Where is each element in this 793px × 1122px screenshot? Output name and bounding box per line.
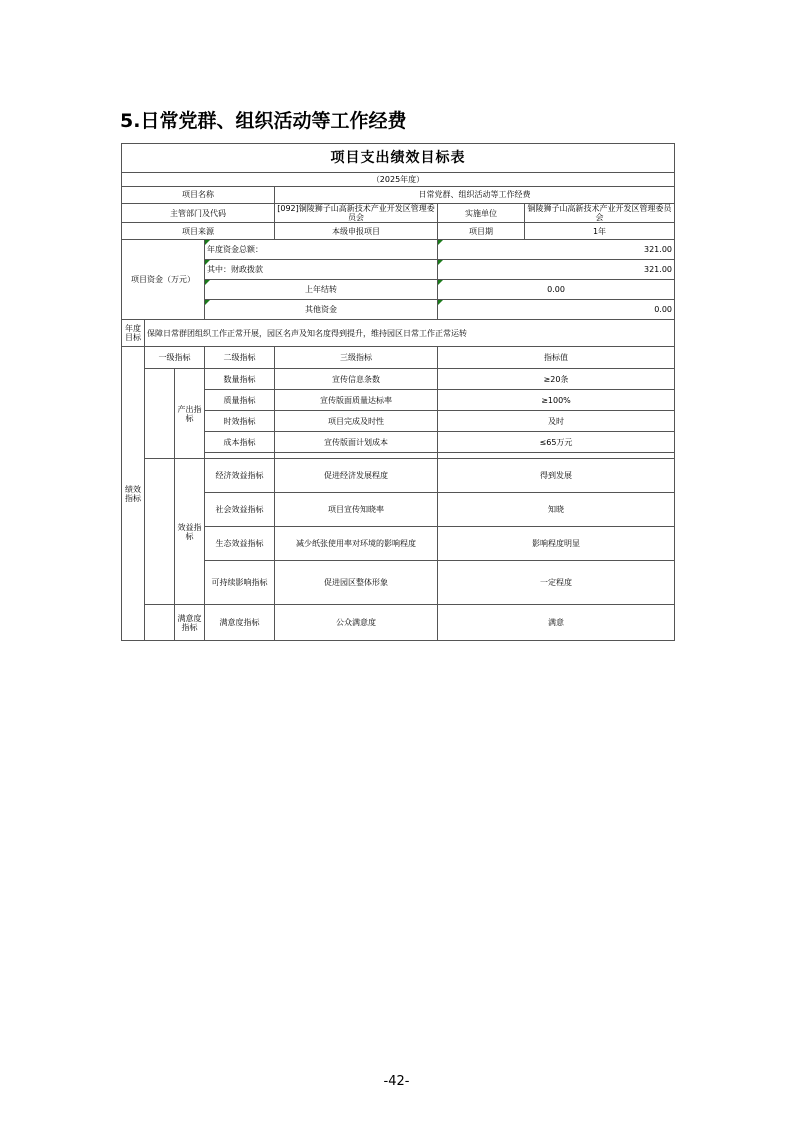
impl-value: 铜陵狮子山高新技术产业开发区管理委员会 <box>525 204 675 223</box>
satisfaction-empty-cell <box>145 605 175 641</box>
header-lvl1: 一级指标 <box>145 347 205 369</box>
output-empty-cell <box>145 369 175 459</box>
table-cell: ≤65万元 <box>438 432 675 453</box>
table-cell: 可持续影响指标 <box>205 561 275 605</box>
perf-indicator-label: 绩效指标 <box>122 347 145 641</box>
header-lvl3: 三级指标 <box>275 347 438 369</box>
fund-label: 项目资金（万元） <box>122 240 205 320</box>
fund-total-value: 321.00 <box>438 240 675 260</box>
table-cell: 社会效益指标 <box>205 493 275 527</box>
table-cell: 一定程度 <box>438 561 675 605</box>
table-cell: 数量指标 <box>205 369 275 390</box>
section-heading: 5.日常党群、组织活动等工作经费 <box>120 110 407 132</box>
table-cell: 得到发展 <box>438 459 675 493</box>
header-value: 指标值 <box>438 347 675 369</box>
table-cell: ≥20条 <box>438 369 675 390</box>
satisfaction-indicator-label: 满意度指标 <box>175 605 205 641</box>
page-number: -42- <box>383 1074 410 1089</box>
table-cell: 影响程度明显 <box>438 527 675 561</box>
fund-other-value: 0.00 <box>438 300 675 320</box>
table-cell: 时效指标 <box>205 411 275 432</box>
source-label: 项目来源 <box>122 223 275 240</box>
project-name-label: 项目名称 <box>122 187 275 204</box>
header-lvl2: 二级指标 <box>205 347 275 369</box>
table-cell: 生态效益指标 <box>205 527 275 561</box>
table-cell: 知晓 <box>438 493 675 527</box>
period-value: 1年 <box>525 223 675 240</box>
benefit-empty-cell <box>145 459 175 605</box>
fund-carryover-value: 0.00 <box>438 280 675 300</box>
benefit-indicator-label: 效益指标 <box>175 459 205 605</box>
impl-label: 实施单位 <box>438 204 525 223</box>
source-value: 本级申报项目 <box>275 223 438 240</box>
project-name-value: 日常党群、组织活动等工作经费 <box>275 187 675 204</box>
table-cell: 质量指标 <box>205 390 275 411</box>
table-cell: 项目宣传知晓率 <box>275 493 438 527</box>
fund-total-label: 年度资金总额： <box>205 240 438 260</box>
fund-fiscal-value: 321.00 <box>438 260 675 280</box>
table-cell: 及时 <box>438 411 675 432</box>
table-cell: 满意 <box>438 605 675 641</box>
table-cell: 促进经济发展程度 <box>275 459 438 493</box>
table-cell: ≥100% <box>438 390 675 411</box>
output-indicator-label: 产出指标 <box>175 369 205 459</box>
table-cell: 公众满意度 <box>275 605 438 641</box>
table-cell: 宣传信息条数 <box>275 369 438 390</box>
annual-goal-label: 年度目标 <box>122 320 145 347</box>
fund-carryover-label: 上年结转 <box>205 280 438 300</box>
fund-other-label: 其他资金 <box>205 300 438 320</box>
annual-goal-text: 保障日常群团组织工作正常开展，园区名声及知名度得到提升，维持园区日常工作正常运转 <box>145 320 675 347</box>
table-cell: 减少纸张使用率对环境的影响程度 <box>275 527 438 561</box>
table-title: 项目支出绩效目标表 <box>122 144 675 173</box>
period-label: 项目期 <box>438 223 525 240</box>
table-cell: 宣传版面质量达标率 <box>275 390 438 411</box>
performance-target-table <box>121 143 675 641</box>
table-year: （2025年度） <box>122 173 675 187</box>
table-cell: 项目完成及时性 <box>275 411 438 432</box>
fund-fiscal-label: 其中：财政拨款 <box>205 260 438 280</box>
table-cell: 经济效益指标 <box>205 459 275 493</box>
table-cell: 成本指标 <box>205 432 275 453</box>
dept-label: 主管部门及代码 <box>122 204 275 223</box>
dept-value: [092]铜陵狮子山高新技术产业开发区管理委员会 <box>275 204 438 223</box>
table-cell: 促进园区整体形象 <box>275 561 438 605</box>
table-cell: 宣传版面计划成本 <box>275 432 438 453</box>
table-cell: 满意度指标 <box>205 605 275 641</box>
